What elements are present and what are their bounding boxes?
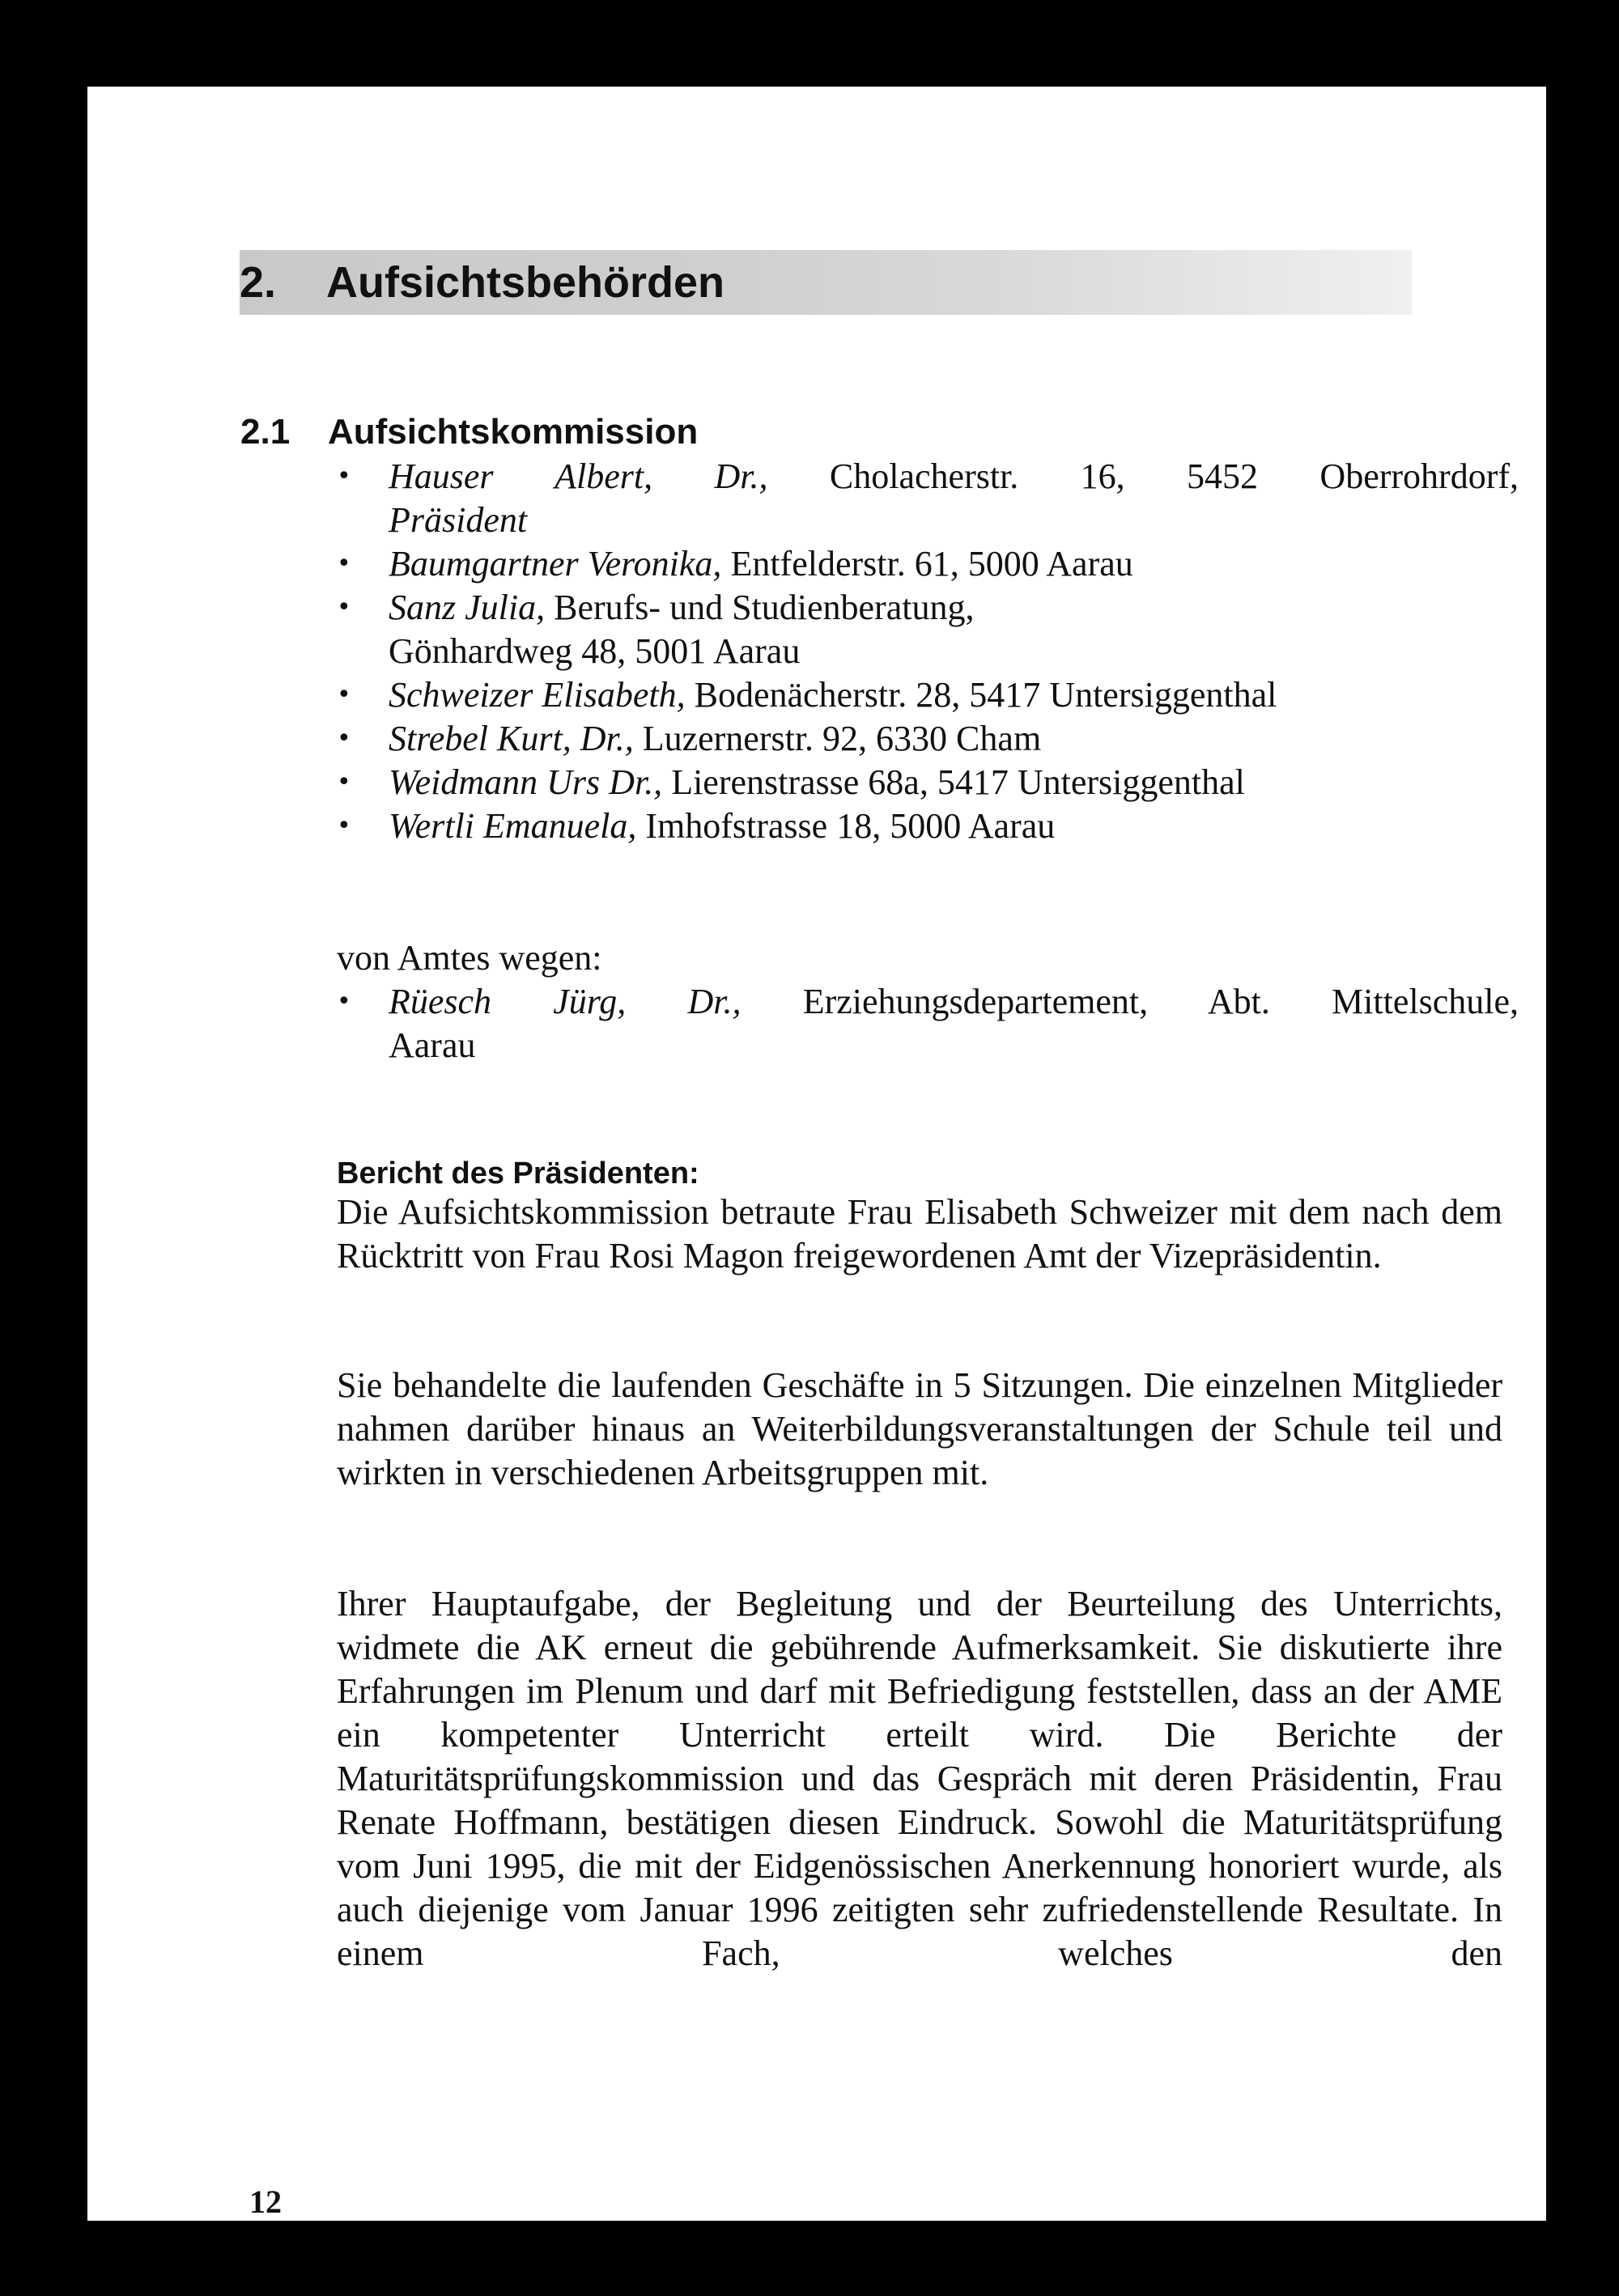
bullet-icon: • [337, 812, 351, 840]
list-item [337, 586, 1519, 673]
member-name: Hauser Albert, Dr., [389, 456, 768, 496]
bullet-icon: • [337, 987, 351, 1016]
member-name: Schweizer Elisabeth, [389, 675, 686, 715]
report-heading: Bericht des Präsidenten: [337, 1156, 699, 1190]
member-name: Sanz Julia, [389, 588, 546, 627]
chapter-title: Aufsichtsbehörden [326, 258, 725, 307]
list-item [337, 717, 1519, 761]
chapter-heading [240, 258, 725, 307]
report-paragraph: Die Aufsichtskommission betraute Frau Elisabeth Schweizer mit dem nach dem Rücktritt von Frau Rosi Magon freigewordenen Amt der Vizepräsidentin. [337, 1192, 1502, 1275]
bullet-icon: • [337, 768, 351, 796]
member-name: Rüesch Jürg, Dr., [389, 982, 742, 1021]
member-details: Berufs- und Studienberatung, [545, 588, 975, 627]
member-details: Lierenstrasse 68a, 5417 Untersiggenthal [662, 762, 1245, 802]
member-address: Aarau [389, 1025, 476, 1065]
ex-officio-list [337, 980, 1519, 1067]
document-page [87, 87, 1546, 2221]
member-details: Cholacherstr. 16, 5452 Oberrohrdorf, [767, 456, 1519, 496]
member-name: Strebel Kurt, Dr., [389, 719, 634, 758]
member-details: Entfelderstr. 61, 5000 Aarau [721, 544, 1133, 584]
section-number: 2.1 [240, 412, 291, 452]
member-name: Baumgartner Veronika, [389, 544, 722, 584]
bullet-icon: • [337, 681, 351, 709]
member-list [337, 455, 1519, 848]
member-role: Präsident [389, 500, 528, 540]
bullet-icon: • [337, 462, 351, 490]
page-number: 12 [249, 2184, 282, 2220]
list-item [337, 980, 1519, 1067]
list-item [337, 673, 1519, 717]
section-title: Aufsichtskommission [328, 412, 699, 452]
section-heading [240, 410, 698, 454]
member-details: Imhofstrasse 18, 5000 Aarau [636, 806, 1056, 846]
member-details: Erziehungsdepartement, Abt. Mittelschule, [741, 982, 1519, 1021]
member-details: Bodenächerstr. 28, 5417 Untersiggenthal [685, 675, 1277, 715]
member-details: Luzernerstr. 92, 6330 Cham [633, 719, 1042, 758]
list-item [337, 761, 1519, 804]
list-item [337, 542, 1519, 586]
report-paragraph: Sie behandelte die laufenden Geschäfte in 5 Sitzungen. Die einzelnen Mitglieder nahmen darüber hinaus an Weiterbildungsveranstaltungen der Schule teil und wirkten in verschiedenen Arbeitsgruppen mit. [337, 1365, 1502, 1492]
member-address: Gönhardweg 48, 5001 Aarau [389, 631, 801, 671]
list-item [337, 804, 1519, 848]
chapter-number: 2. [240, 258, 277, 307]
bullet-icon: • [337, 593, 351, 622]
bullet-icon: • [337, 724, 351, 753]
member-name: Wertli Emanuela, [389, 806, 637, 846]
list-item [337, 455, 1519, 542]
member-name: Weidmann Urs Dr., [389, 762, 663, 802]
report-paragraph: Ihrer Hauptaufgabe, der Begleitung und der Beurteilung des Unterrichts, widmete die AK erneut die gebührende Aufmerksamkeit. Sie diskutierte ihre Erfahrungen im Plenum und darf mit Befriedigung feststellen, dass an der AME ein kompetenter Unterricht erteilt wird. Die Berichte der Maturitätsprüfungskommission und das Gespräch mit deren Präsidentin, Frau Renate Hoffmann, bestätigen diesen Eindruck. Sowohl die Maturitätsprüfung vom Juni 1995, die mit der Eidgenössischen Anerkennung honoriert wurde, als auch diejenige vom Januar 1996 zeitigten sehr zufriedenstellende Resultate. In einem Fach, welches den [337, 1584, 1502, 1973]
bullet-icon: • [337, 550, 351, 578]
ex-officio-label: von Amtes wegen: [337, 938, 602, 978]
